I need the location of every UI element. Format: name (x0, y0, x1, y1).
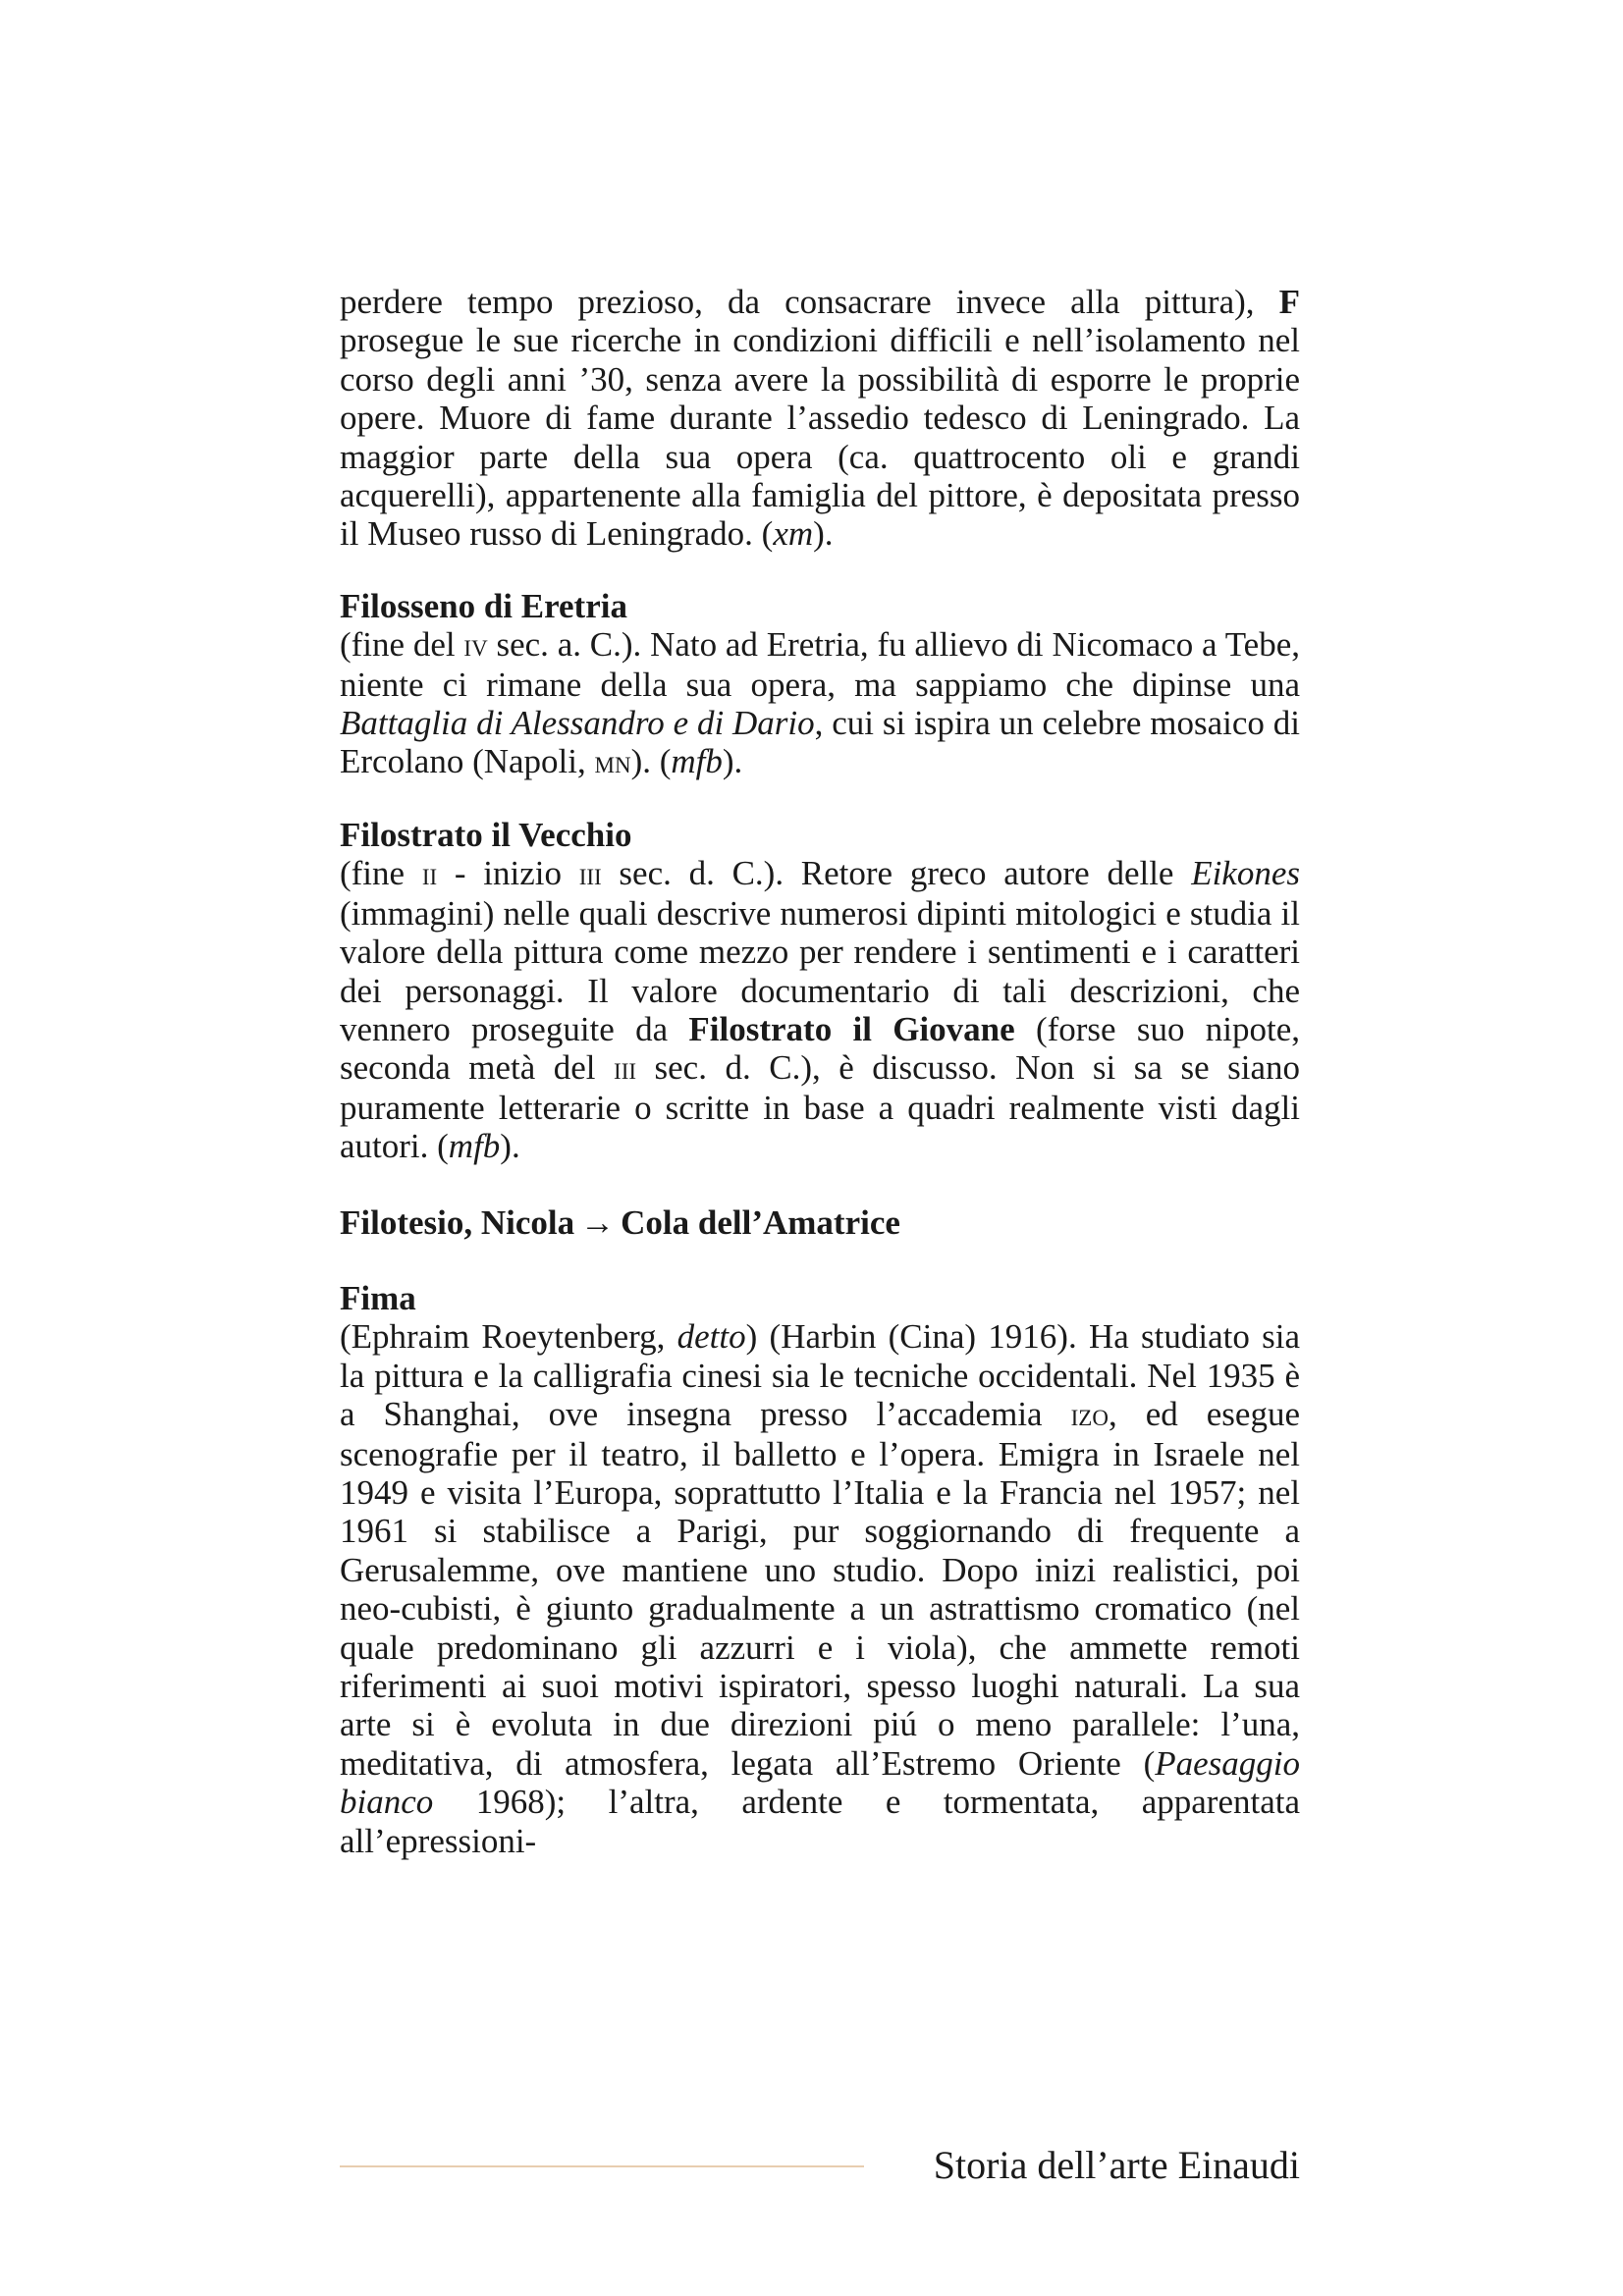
author-initials: xm (773, 514, 814, 554)
page-footer (340, 2143, 1300, 2187)
entry-fima (340, 1279, 1300, 1860)
entry-title: Fima (340, 1278, 416, 1317)
entry-text: (fine del iv sec. a. C.). Nato ad Eretria, fu allievo di Nicomaco a Tebe, niente ci rimane della sua opera, ma sappiamo che dipinse una Battaglia di Alessandro e di Dario, cui si ispira un celebre mosaico di Ercolano (Napoli, mn). (mfb). (340, 625, 1301, 781)
entry-title: Filotesio, Nicola → Cola dell’Amatrice (340, 1202, 900, 1242)
work-title: Eikones (1191, 854, 1300, 893)
work-title: Paesaggio bianco (340, 1743, 1300, 1822)
footer-rule (340, 2165, 864, 2167)
cross-reference: Filostrato il Giovane (688, 1009, 1015, 1048)
intro-paragraph: perdere tempo prezioso, da consacrare invece alla pittura), F prosegue le sue ricerche in condizioni difficili e nell’isolamento nel corso degli anni ’30, senza avere la possibilità di esporre le proprie opere. Muore di fame durante l’assedio tedesco di Leningrado. La maggior parte della sua opera (ca. quattrocento oli e grandi acquerelli), appartenente alla famiglia del pittore, è depositata presso il Museo russo di Leningrado. (xm). (340, 283, 1300, 554)
entry-title: Filostrato il Vecchio (340, 815, 632, 854)
entry-filosseno (340, 587, 1300, 782)
entry-filotesio (340, 1203, 1300, 1242)
work-title: Battaglia di Alessandro e di Dario (340, 704, 815, 743)
footer-title: Storia dell’arte Einaudi (933, 2143, 1300, 2187)
entry-title: Filosseno di Eretria (340, 586, 627, 625)
entry-initial: F (1278, 283, 1300, 321)
entry-filostrato (340, 816, 1300, 1166)
page-body (340, 283, 1300, 1860)
author-initials: mfb (671, 742, 723, 781)
cross-reference: Cola dell’Amatrice (621, 1202, 900, 1242)
arrow-right-icon: → (580, 1202, 616, 1242)
author-initials: mfb (448, 1127, 501, 1166)
entry-text: (Ephraim Roeytenberg, detto) (Harbin (Cina) 1916). Ha studiato sia la pittura e la calligrafia cinesi sia le tecniche occidentali. Nel 1935 è a Shanghai, ove insegna presso l’accademia izo, ed esegue scenografie per il teatro, il balletto e l’opera. Emigra in Israele nel 1949 e visita l’Europa, soprattutto l’Italia e la Francia nel 1957; nel 1961 si stabilisce a Parigi, pur soggiornando di frequente a Gerusalemme, ove mantiene uno studio. Dopo inizi realistici, poi neo-cubisti, è giunto gradualmente a un astrattismo cromatico (nel quale predominano gli azzurri e i viola), che ammette remoti riferimenti ai suoi motivi ispiratori, spesso luoghi naturali. La sua arte si è evoluta in due direzioni piú o meno parallele: l’una, meditativa, di atmosfera, legata all’Estremo Oriente (Paesaggio bianco 1968); l’altra, ardente e tormentata, apparentata all’epressioni- (340, 1317, 1300, 1860)
entry-text: (fine ii - inizio iii sec. d. C.). Retore greco autore delle Eikones (immagini) nelle quali descrive numerosi dipinti mitologici e studia il valore della pittura come mezzo per rendere i sentimenti e i caratteri dei personaggi. Il valore documentario di tali descrizioni, che vennero proseguite da Filostrato il Giovane (forse suo nipote, seconda metà del iii sec. d. C.), è discusso. Non si sa se siano puramente letterarie o scritte in base a quadri realmente visti dagli autori. (mfb). (340, 854, 1300, 1166)
